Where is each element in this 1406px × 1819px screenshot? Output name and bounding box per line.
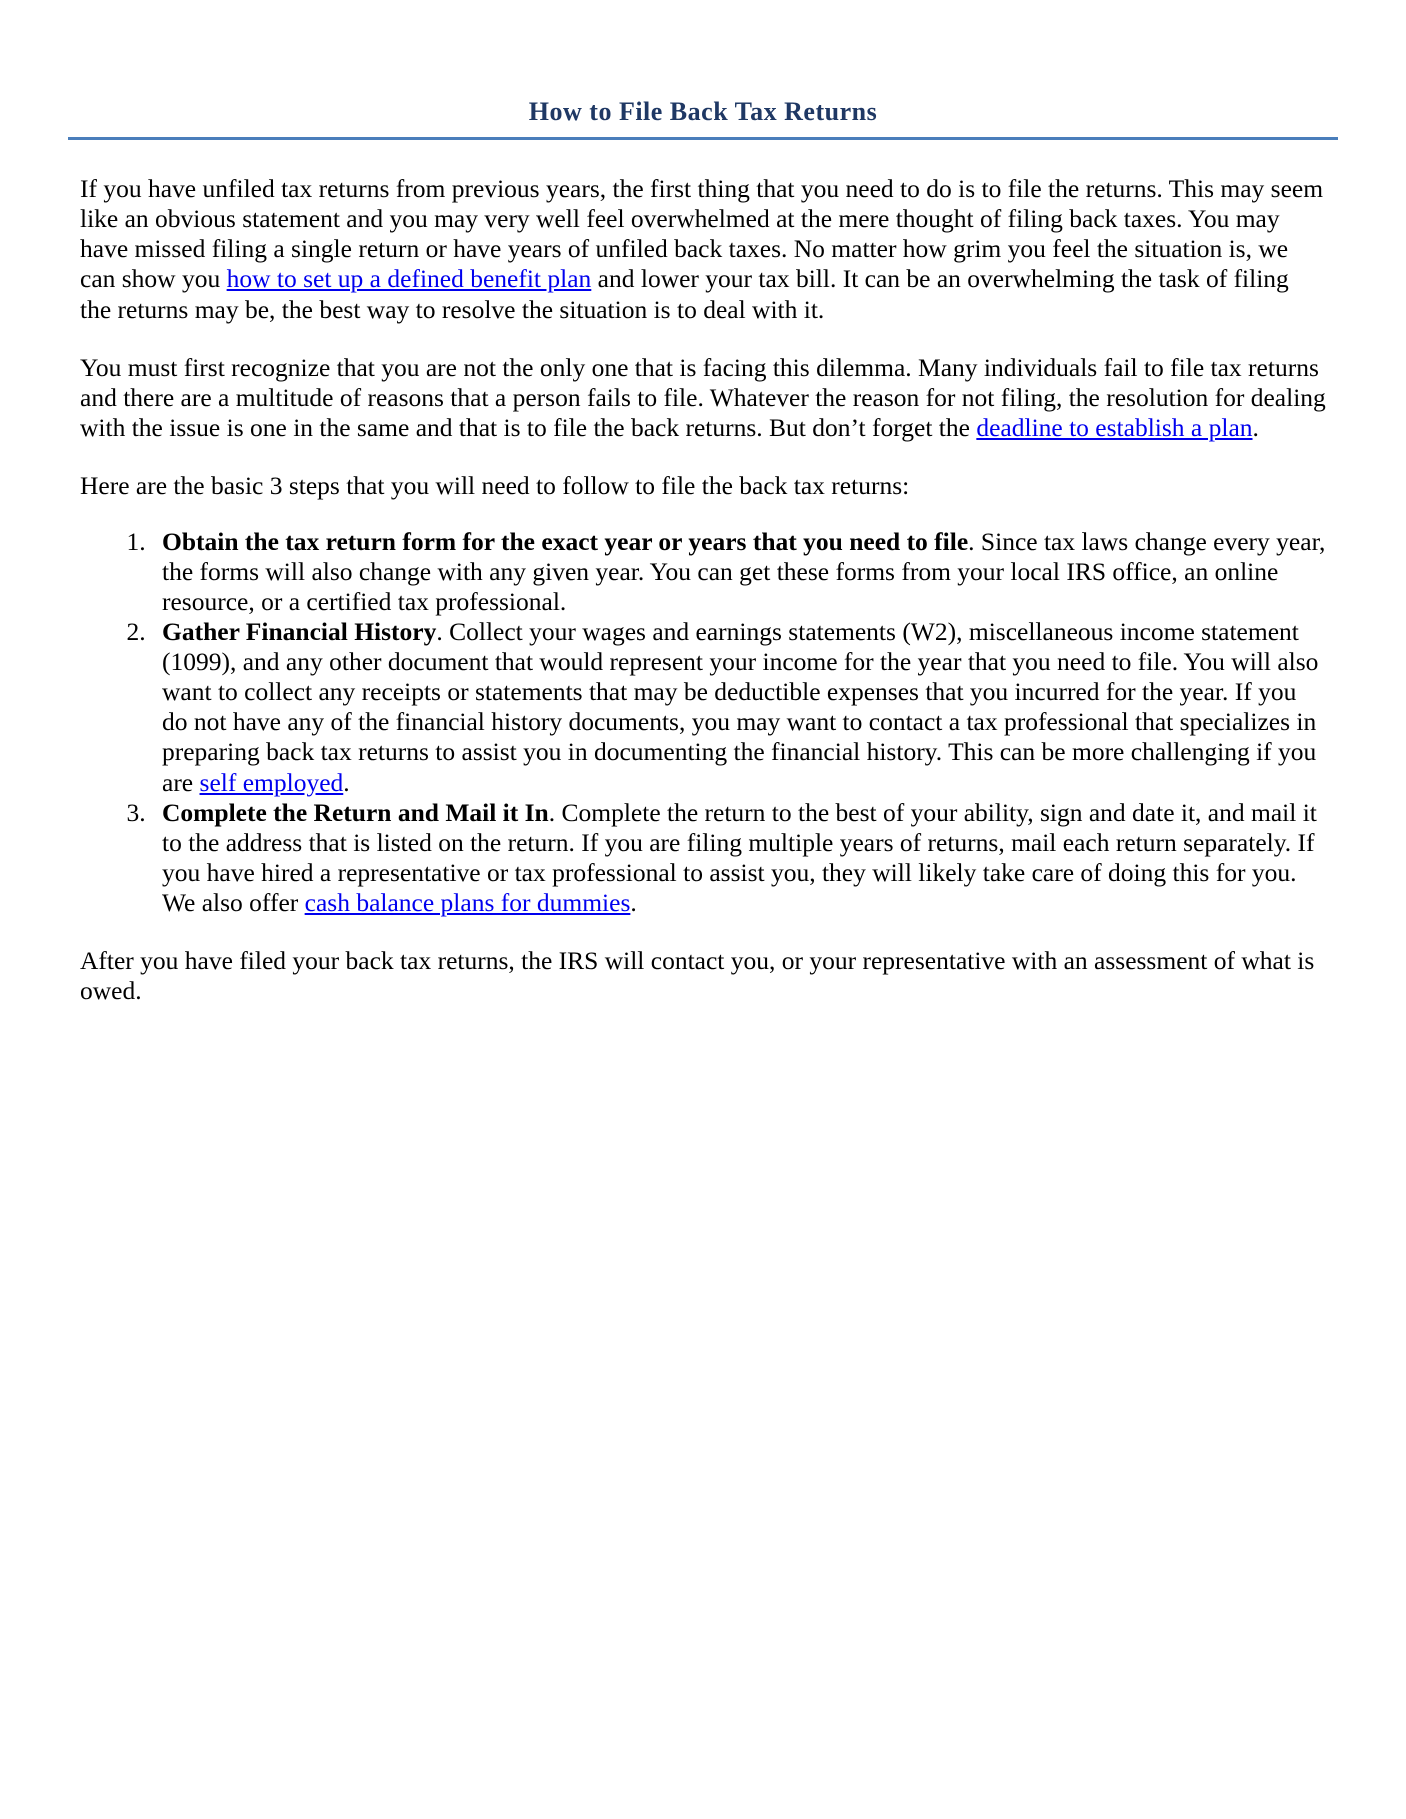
page-title: How to File Back Tax Returns bbox=[528, 97, 878, 126]
step-2-lead: Gather Financial History bbox=[162, 617, 437, 647]
paragraph-recognize-text-2: . bbox=[1252, 412, 1259, 442]
paragraph-closing bbox=[80, 946, 1326, 1006]
step-3-after: . bbox=[630, 887, 637, 917]
steps-list bbox=[80, 527, 1326, 918]
list-item bbox=[152, 527, 1326, 617]
list-item bbox=[152, 617, 1326, 797]
paragraph-intro-text-2: and lower your tax bill. It can be an overwhelming the task of filing the returns may be, the best way to resolve the situation is to deal with it. bbox=[80, 264, 1289, 324]
link-cash-balance-plans-for-dummies[interactable]: cash balance plans for dummies bbox=[304, 887, 631, 917]
step-2-body: . Collect your wages and earnings statements (W2), miscellaneous income statement (1099), and any other document that would represent your income for the year that you need to file. You will also want to collect any receipts or statements that may be deductible expenses that you incurred for the year. If you do not have any of the financial history documents, you may want to contact a tax professional that specializes in preparing back tax returns to assist you in documenting the financial history. This can be more challenging if you are bbox=[162, 617, 1319, 797]
paragraph-recognize-text-1: You must first recognize that you are not the only one that is facing this dilemma. Many individuals fail to file tax returns and there are a multitude of reasons that a person fails to file. Whatever the reason for not filing, the resolution for dealing with the issue is one in the same and that is to file the back returns. But don’t forget the bbox=[80, 352, 1326, 442]
link-self-employed[interactable]: self employed bbox=[199, 767, 344, 797]
list-item bbox=[152, 798, 1326, 918]
step-1-body: . Since tax laws change every year, the forms will also change with any given year. You can get these forms from your local IRS office, an online resource, or a certified tax professional. bbox=[162, 526, 1326, 617]
step-3-lead: Complete the Return and Mail it In bbox=[162, 797, 549, 827]
document-header bbox=[80, 0, 1326, 140]
paragraph-steps-intro-text: Here are the basic 3 steps that you will need to follow to file the back tax returns: bbox=[80, 470, 910, 500]
paragraph-intro-text-1: If you have unfiled tax returns from previous years, the first thing that you need to do is to file the returns. This may seem like an obvious statement and you may very well feel overwhelmed at the mere thought of filing back taxes. You may have missed filing a single return or have years of unfiled back taxes. No matter how grim you feel the situation is, we can show you bbox=[80, 174, 1324, 294]
step-3-body: . Complete the return to the best of your ability, sign and date it, and mail it to the address that is listed on the return. If you are filing multiple years of returns, mail each return separately. If you have hired a representative or tax professional to assist you, they will likely take care of doing this for you. We also offer bbox=[162, 797, 1317, 917]
document-body bbox=[80, 140, 1326, 1006]
paragraph-intro bbox=[80, 174, 1326, 324]
paragraph-steps-intro bbox=[80, 471, 1326, 501]
step-2-after: . bbox=[343, 767, 350, 797]
link-deadline-to-establish-a-plan[interactable]: deadline to establish a plan bbox=[976, 412, 1253, 442]
paragraph-closing-text: After you have filed your back tax returns, the IRS will contact you, or your representative with an assessment of what is owed. bbox=[80, 945, 1315, 1005]
link-defined-benefit-plan[interactable]: how to set up a defined benefit plan bbox=[226, 264, 592, 294]
paragraph-recognize bbox=[80, 353, 1326, 443]
step-1-lead: Obtain the tax return form for the exact year or years that you need to file bbox=[162, 526, 969, 556]
